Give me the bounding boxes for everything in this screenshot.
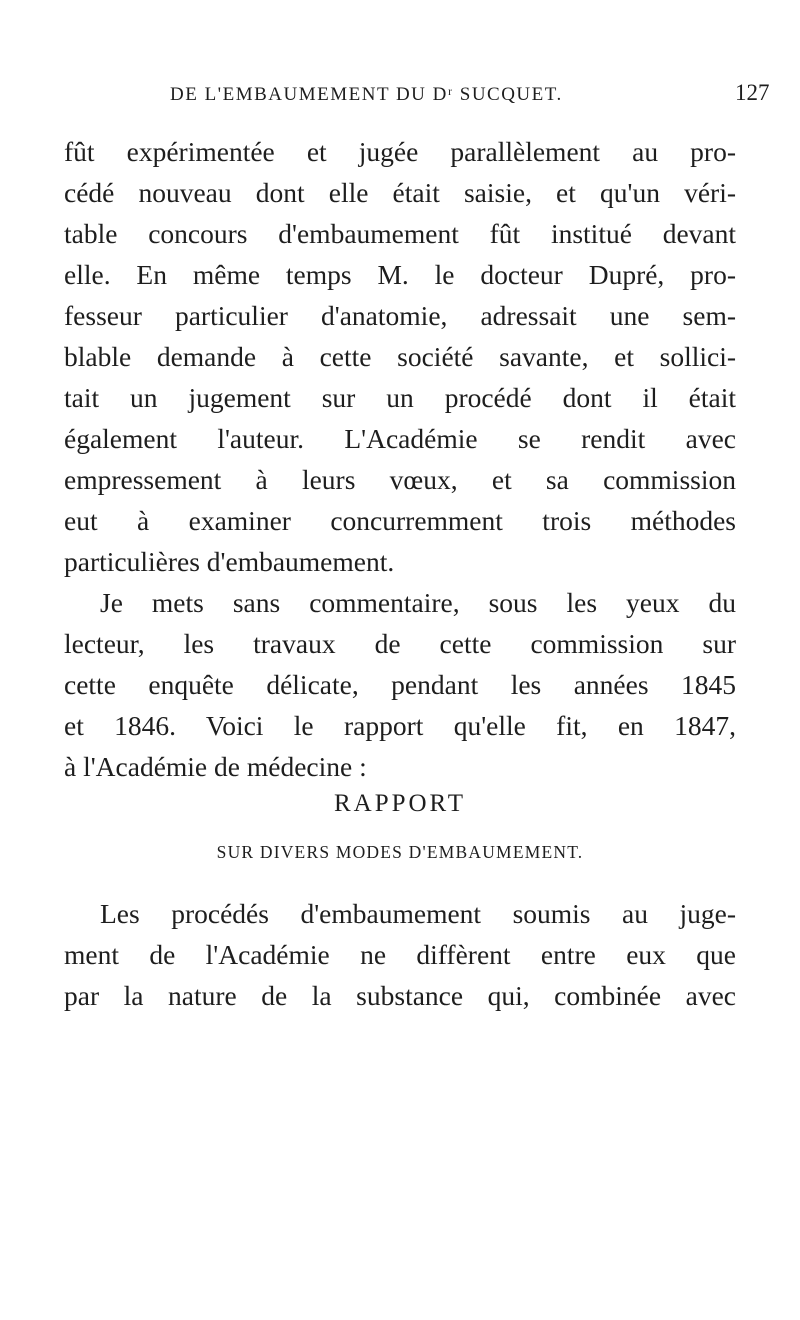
running-head: DE L'EMBAUMEMENT DU Dʳ SUCQUET. — [170, 84, 563, 105]
text-line: cette enquête délicate, pendant les années 1845 — [64, 669, 736, 700]
text-line: elle. En même temps M. le docteur Dupré, pro- — [64, 259, 736, 290]
section-title: RAPPORT — [333, 790, 467, 817]
text-line: fût expérimentée et jugée parallèlement au pro- — [64, 136, 736, 167]
text-line: lecteur, les travaux de cette commission sur — [64, 628, 736, 659]
text-line: fesseur particulier d'anatomie, adressait une sem- — [64, 300, 736, 331]
text-line: cédé nouveau dont elle était saisie, et qu'un véri- — [64, 177, 736, 208]
text-line: par la nature de la substance qui, combinée avec — [64, 980, 736, 1011]
text-line: à l'Académie de médecine : — [64, 751, 367, 782]
text-line: particulières d'embaumement. — [64, 546, 395, 577]
text-line: Les procédés d'embaumement soumis au juge- — [100, 898, 736, 929]
text-line: ment de l'Académie ne diffèrent entre eux que — [64, 939, 736, 970]
text-line: table concours d'embaumement fût institué devant — [64, 218, 736, 249]
text-line: également l'auteur. L'Académie se rendit avec — [64, 423, 736, 454]
text-line: empressement à leurs vœux, et sa commission — [64, 464, 736, 495]
text-line: et 1846. Voici le rapport qu'elle fit, en 1847, — [64, 710, 736, 741]
page-number: 127 — [735, 80, 770, 105]
section-subtitle: SUR DIVERS MODES D'EMBAUMEMENT. — [216, 842, 584, 862]
text-line: blable demande à cette société savante, et sollici- — [64, 341, 736, 372]
text-line: Je mets sans commentaire, sous les yeux du — [100, 587, 736, 618]
text-line: tait un jugement sur un procédé dont il était — [64, 382, 736, 413]
text-line: eut à examiner concurremment trois méthodes — [64, 505, 736, 536]
